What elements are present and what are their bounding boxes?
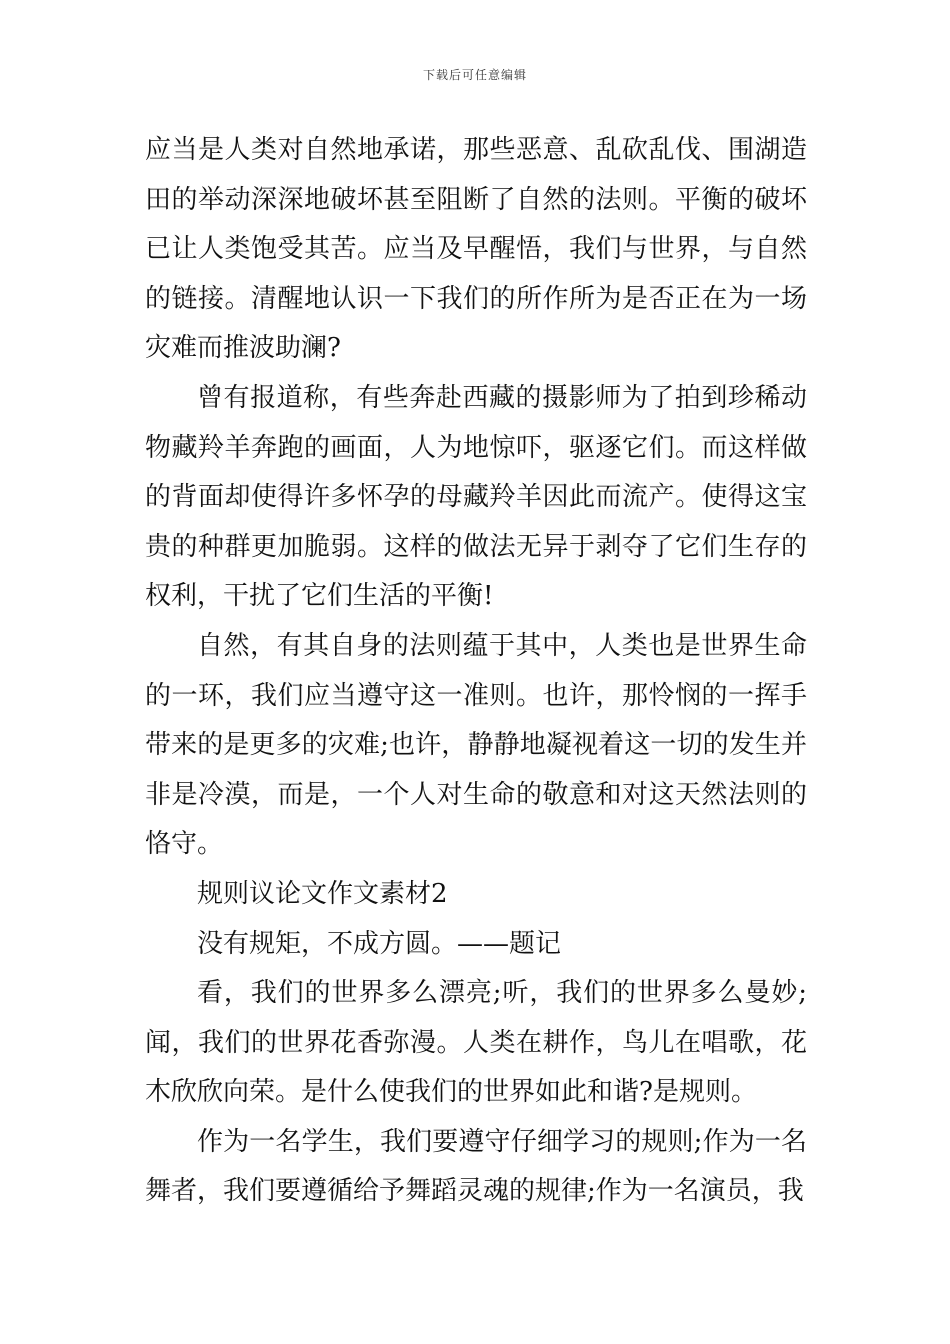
paragraph-4: 看，我们的世界多么漂亮;听，我们的世界多么曼妙;闻，我们的世界花香弥漫。人类在耕作，鸟儿在唱歌，花木欣欣向荣。是什么使我们的世界如此和谐?是规则。	[145, 978, 807, 1108]
page-header: 下载后可任意编辑	[422, 68, 527, 82]
paragraph-2: 曾有报道称，有些奔赴西藏的摄影师为了拍到珍稀动物藏羚羊奔跑的画面，人为地惊吓，驱逐它们。而这样做的背面却使得许多怀孕的母藏羚羊因此而流产。使得这宝贵的种群更加脆弱。这样的做法无异于剥夺了它们生存的权利，干扰了它们生活的平衡!	[145, 382, 807, 612]
epigraph: 没有规矩，不成方圆。——题记	[197, 928, 562, 959]
paragraph-1: 应当是人类对自然地承诺，那些恶意、乱砍乱伐、围湖造田的举动深深地破坏甚至阻断了自然的法则。平衡的破坏已让人类饱受其苦。应当及早醒悟，我们与世界，与自然的链接。清醒地认识一下我们的所作所为是否正在为一场灾难而推波助澜?	[145, 135, 807, 364]
section-title: 规则议论文作文素材2	[197, 878, 448, 909]
document-body	[145, 126, 807, 1217]
paragraph-5: 作为一名学生，我们要遵守仔细学习的规则;作为一名舞者，我们要遵循给予舞蹈灵魂的规律;作为一名演员，我	[145, 1126, 807, 1207]
paragraph-3: 自然，有其自身的法则蕴于其中，人类也是世界生命的一环，我们应当遵守这一准则。也许，那怜悯的一挥手带来的是更多的灾难;也许，静静地凝视着这一切的发生并非是冷漠，而是，一个人对生命的敬意和对这天然法则的恪守。	[145, 630, 807, 860]
